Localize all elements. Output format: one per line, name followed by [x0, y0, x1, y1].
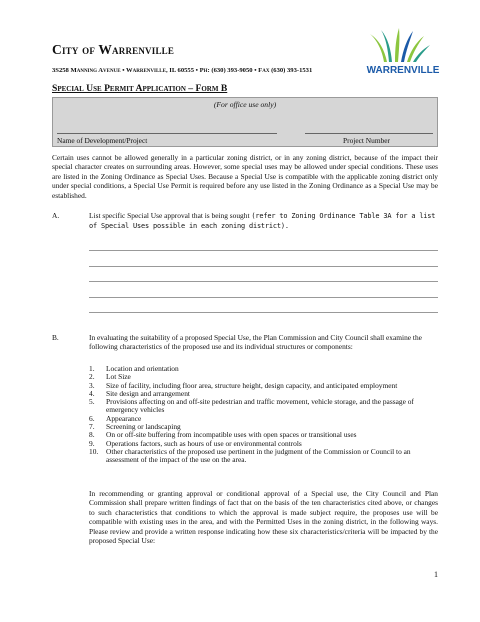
closing-paragraph: In recommending or granting approval or conditional approval of a Special use, the City Council and Plan Commission shall prepare written findings of fact that on the basis of the ten characteristics cited above, or changes to such characteristics that conditions to which the approval is made subject require, the proposes use will be compatible with existing uses in the area, and with the Permitted Uses in the zoning district, in the following ways. Please review and provide a written response indicating how these six characteristics/criteria will be impacted by the proposed Special Use:: [89, 489, 438, 546]
office-use-note: (For office use only): [213, 100, 277, 109]
response-line-3[interactable]: [89, 281, 438, 282]
development-name-field[interactable]: [57, 133, 277, 134]
project-number-field[interactable]: [305, 133, 433, 134]
section-b-text: In evaluating the suitability of a proposed Special Use, the Plan Commission and City Council shall examine the following characteristics of the proposed use and its individual structures or components:: [89, 333, 422, 352]
list-item: 9. Operations factors, such as hours of use or environmental controls: [89, 438, 302, 448]
list-item: 8. On or off-site buffering from incompatible uses with open spaces or transitional uses: [89, 430, 357, 440]
warrenville-logo: [366, 28, 440, 76]
intro-paragraph: Certain uses cannot be allowed generally in a particular zoning district, or in any zoning district, because of the impact their special character creates on surrounding areas. However, some special uses may be allowed under special conditions. These uses are listed in the Zoning Ordinance as Special Uses. Because a Special Use is compatible with the applicable zoning district only under special conditions, a Special Use Permit is required before any use listed in the Zoning Ordinance as a Special Use may be established.: [52, 153, 438, 200]
city-name: City of Warrenville: [52, 42, 175, 57]
logo-text: WARRENVILLE: [366, 65, 440, 76]
section-a-text: [89, 211, 438, 232]
project-number-label: Project Number: [343, 136, 390, 145]
section-b: [52, 333, 438, 352]
section-a: [52, 211, 438, 232]
list-item: 3. Size of facility, including floor area, structure height, design capacity, and anticipated employment: [89, 380, 398, 390]
form-title: Special Use Permit Application – Form B: [52, 83, 228, 94]
list-item: 2. Lot Size: [89, 372, 131, 382]
section-a-prompt: List specific Special Use approval that is being sought: [89, 211, 250, 220]
list-item: 7. Screening or landscaping: [89, 422, 181, 432]
criteria-list: [89, 365, 438, 465]
development-name-label: Name of Development/Project: [57, 136, 148, 145]
response-line-1[interactable]: [89, 250, 438, 251]
city-address: 3S258 Manning Avenue • Warrenville, IL 60555 • Ph: (630) 393-9050 • Fax (630) 393-1531: [52, 67, 313, 74]
section-b-letter: B.: [52, 333, 59, 342]
list-item: 6. Appearance: [89, 413, 142, 423]
list-item: 5. Provisions affecting on and off-site pedestrian and traffic movement, vehicle storage, and the passage of emergency vehicles: [89, 397, 414, 415]
office-use-box: [52, 97, 438, 147]
response-line-4[interactable]: [89, 297, 438, 298]
response-line-2[interactable]: [89, 266, 438, 267]
list-item: 4. Site design and arrangement: [89, 388, 190, 398]
list-item: 1. Location and orientation: [89, 364, 179, 373]
section-a-letter: A.: [52, 211, 60, 220]
response-line-5[interactable]: [89, 312, 438, 313]
list-item: 10. Other characteristics of the proposed use pertinent in the judgment of the Commission or Council to an assessment of the impact of the use on the area.: [89, 446, 411, 465]
logo-grass-icon: [370, 28, 430, 62]
page-number: 1: [434, 570, 438, 579]
section-a-note: (refer to Zoning Ordinance Table 3A for a list of Special Uses possible in each zoning district).: [89, 212, 436, 231]
